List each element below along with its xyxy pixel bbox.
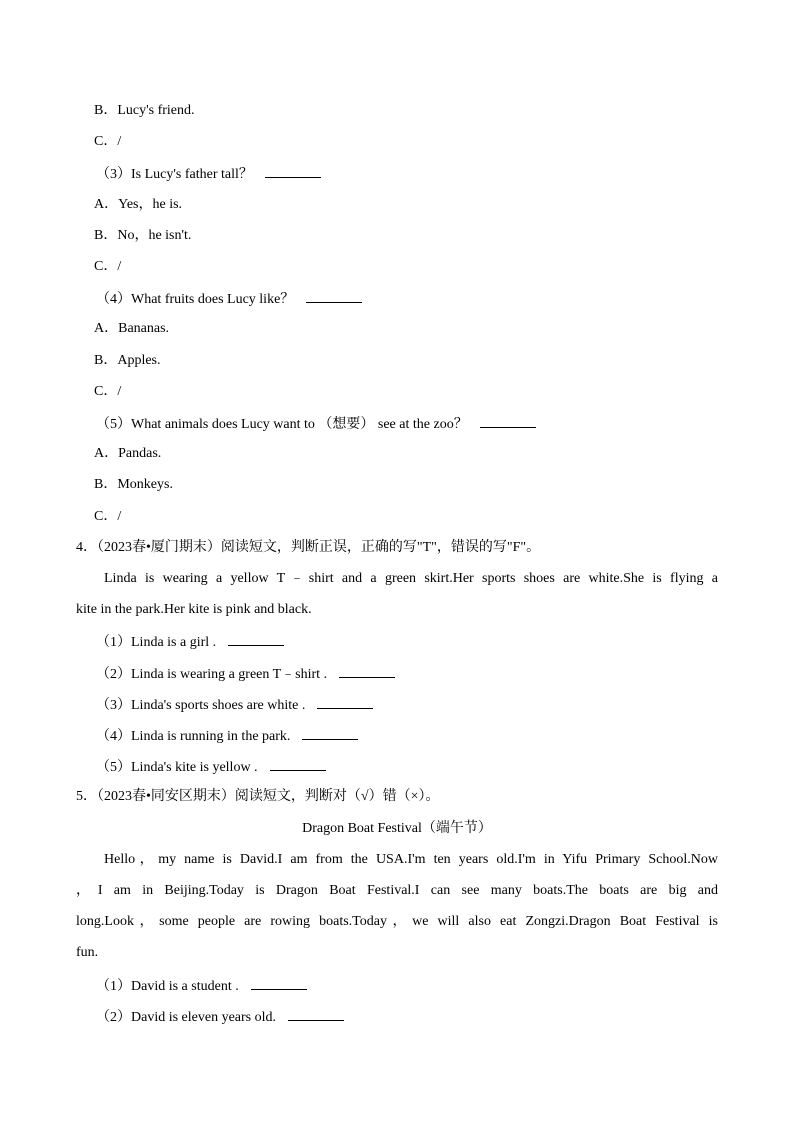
sub-question-4: （4）What fruits does Lucy like？ (96, 289, 362, 309)
question-4-passage-line-1: Linda is wearing a yellow T﹣shirt and a green skirt.Her sports shoes are white.She is flying a (104, 571, 718, 586)
option-c: C．/ (94, 509, 122, 524)
option-c: C．/ (94, 134, 122, 149)
question-5-passage-line-4: fun. (76, 945, 99, 960)
question-5-header: 5．（2023春•同安区期末）阅读短文，判断对（√）错（×）。 (76, 789, 440, 804)
question-4-item-5: （5）Linda's kite is yellow . (96, 757, 326, 777)
answer-blank[interactable] (306, 289, 362, 303)
option-a: A．Yes，he is. (94, 197, 183, 212)
answer-blank[interactable] (317, 695, 373, 709)
passage-title: Dragon Boat Festival（端午节） (302, 821, 492, 836)
question-5-passage-line-2: ，I am in Beijing.Today is Dragon Boat Festival.I can see many boats.The boats are big and (76, 883, 718, 898)
question-4-item-3: （3）Linda's sports shoes are white . (96, 695, 373, 715)
option-a: A．Pandas. (94, 446, 162, 461)
question-4-item-2: （2）Linda is wearing a green T﹣shirt . (96, 664, 395, 684)
option-a: A．Bananas. (94, 321, 170, 336)
option-c: C．/ (94, 259, 122, 274)
answer-blank[interactable] (228, 632, 284, 646)
option-b: B．Monkeys. (94, 477, 173, 492)
sub-question-3: （3）Is Lucy's father tall？ (96, 164, 321, 184)
option-c: C．/ (94, 384, 122, 399)
answer-blank[interactable] (265, 164, 321, 178)
sub-question-5: （5）What animals does Lucy want to （想要） see at the zoo？ (96, 414, 536, 434)
option-b: B．No，he isn't. (94, 228, 192, 243)
question-4-item-1: （1）Linda is a girl . (96, 632, 284, 652)
answer-blank[interactable] (288, 1007, 344, 1021)
option-b-friend: B．Lucy's friend. (94, 103, 195, 118)
question-5-item-1: （1）David is a student . (96, 976, 307, 996)
answer-blank[interactable] (251, 976, 307, 990)
option-b: B．Apples. (94, 353, 161, 368)
question-5-passage-line-1: Hello，my name is David.I am from the USA.I'm ten years old.I'm in Yifu Primary School.Now (104, 852, 718, 867)
answer-blank[interactable] (270, 757, 326, 771)
question-4-item-4: （4）Linda is running in the park. (96, 726, 358, 746)
question-5-item-2: （2）David is eleven years old. (96, 1007, 344, 1027)
answer-blank[interactable] (302, 726, 358, 740)
question-4-header: 4．（2023春•厦门期末）阅读短文，判断正误，正确的写"T"，错误的写"F"。 (76, 540, 541, 555)
answer-blank[interactable] (339, 664, 395, 678)
answer-blank[interactable] (480, 414, 536, 428)
question-4-passage-line-2: kite in the park.Her kite is pink and black. (76, 602, 312, 617)
question-5-passage-line-3: long.Look，some people are rowing boats.Today，we will also eat Zongzi.Dragon Boat Festival is (76, 914, 718, 929)
